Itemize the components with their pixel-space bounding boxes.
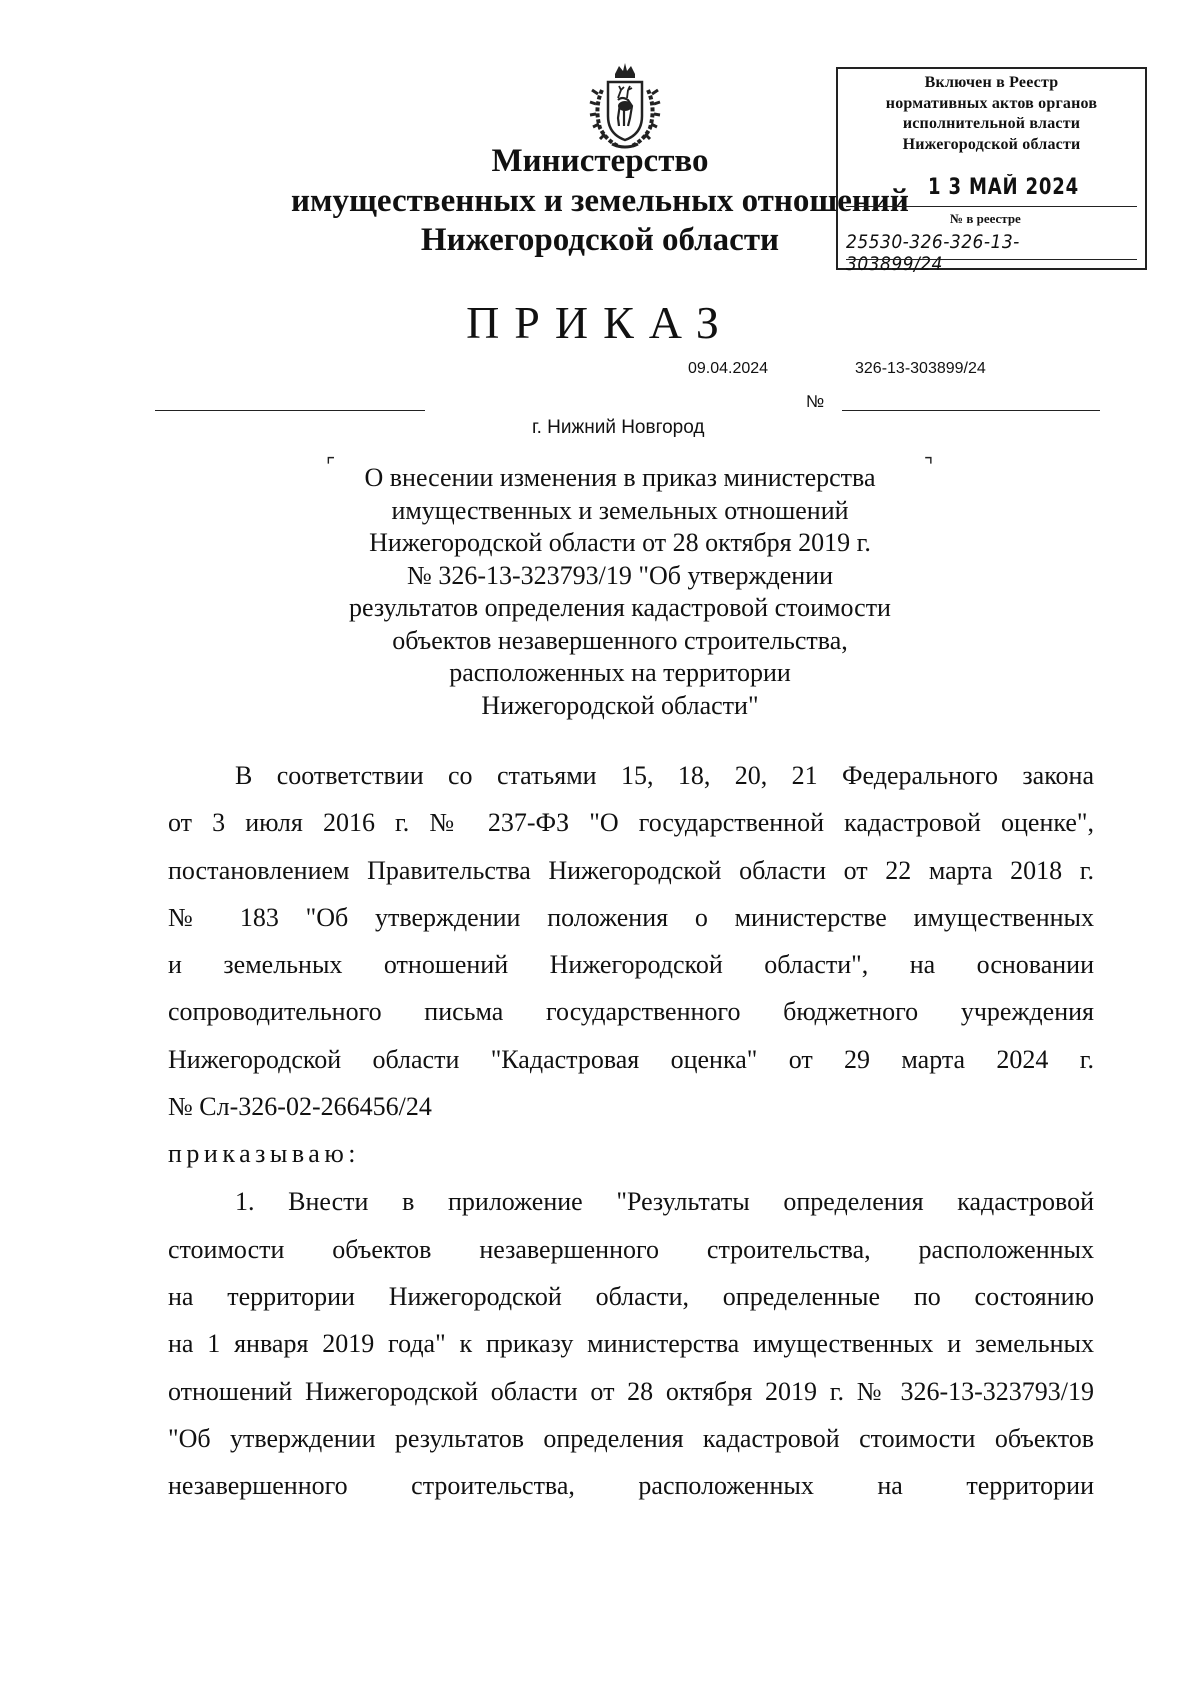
document-date: 09.04.2024 — [688, 360, 769, 377]
body-line: на территории Нижегородской области, определенные по состоянию — [168, 1282, 1094, 1311]
body-line: постановлением Правительства Нижегородской области от 22 марта 2018 г. — [168, 856, 1094, 885]
subject-line: объектов незавершенного строительства, — [392, 625, 848, 655]
ministry-name-line-2: имущественных и земельных отношений — [291, 183, 909, 219]
ministry-name-line-3: Нижегородской области — [420, 222, 780, 258]
subject-line: № 326-13-323793/19 "Об утверждении — [407, 560, 833, 590]
ministry-name-line-1: Министерство — [491, 143, 709, 179]
subject-corner-right-icon: ⌝ — [924, 453, 934, 477]
body-line-order-word: приказываю: — [168, 1139, 360, 1168]
body-line: № 183 "Об утверждении положения о министерстве имущественных — [168, 903, 1094, 932]
subject-line: Нижегородской области" — [481, 690, 759, 720]
body-line: сопроводительного письма государственного бюджетного учреждения — [168, 997, 1094, 1026]
subject-line: расположенных на территории — [449, 658, 791, 687]
document-title: ПРИКАЗ — [466, 297, 734, 348]
body-line: отношений Нижегородской области от 28 октября 2019 г. № 326-13-323793/19 — [168, 1377, 1094, 1406]
stamp-registry-number: 25530-326-326-13-303899/24 — [846, 231, 1020, 275]
body-line: Нижегородской области "Кадастровая оценка" от 29 марта 2024 г. — [168, 1045, 1094, 1074]
stamp-line-2: нормативных актов органов — [885, 95, 1098, 112]
coat-of-arms-icon — [588, 60, 662, 152]
subject-line: результатов определения кадастровой стоимости — [349, 593, 891, 622]
document-city: г. Нижний Новгород — [532, 417, 705, 438]
body-line: незавершенного строительства, расположенных на территории — [168, 1471, 1094, 1500]
subject-line: имущественных и земельных отношений — [391, 495, 849, 525]
number-sign: № — [806, 392, 825, 411]
body-line: 1. Внести в приложение "Результаты определения кадастровой — [235, 1187, 1094, 1216]
stamp-line-1: Включен в Реестр — [924, 74, 1059, 91]
body-line: № Сл-326-02-266456/24 — [168, 1092, 432, 1121]
body-line: от 3 июля 2016 г. № 237-ФЗ "О государственной кадастровой оценке", — [168, 808, 1094, 837]
stamp-bottom-rule — [846, 259, 1137, 260]
stamp-registry-label: № в реестре — [950, 211, 1021, 226]
stamp-date: 1 3 МАЙ 2024 — [928, 175, 1080, 200]
body-line: на 1 января 2019 года" к приказу министерства имущественных и земельных — [168, 1329, 1094, 1358]
subject-line: О внесении изменения в приказ министерства — [364, 463, 876, 492]
registry-stamp — [836, 67, 1147, 275]
stamp-divider — [846, 206, 1137, 207]
date-underline — [155, 410, 425, 411]
body-line: "Об утверждении результатов определения кадастровой стоимости объектов — [168, 1424, 1094, 1453]
document-subject — [330, 462, 910, 722]
stamp-line-3: исполнительной власти — [902, 115, 1081, 132]
document-number: 326-13-303899/24 — [855, 360, 986, 377]
stamp-line-4: Нижегородской области — [902, 136, 1081, 153]
body-line: и земельных отношений Нижегородской области", на основании — [168, 950, 1094, 979]
body-line: В соответствии со статьями 15, 18, 20, 21 Федерального закона — [235, 761, 1094, 790]
body-line: стоимости объектов незавершенного строительства, расположенных — [168, 1235, 1094, 1264]
subject-line: Нижегородской области от 28 октября 2019 г. — [369, 528, 871, 557]
subject-corner-left-icon: ⌜ — [326, 453, 336, 477]
number-underline — [842, 410, 1100, 411]
